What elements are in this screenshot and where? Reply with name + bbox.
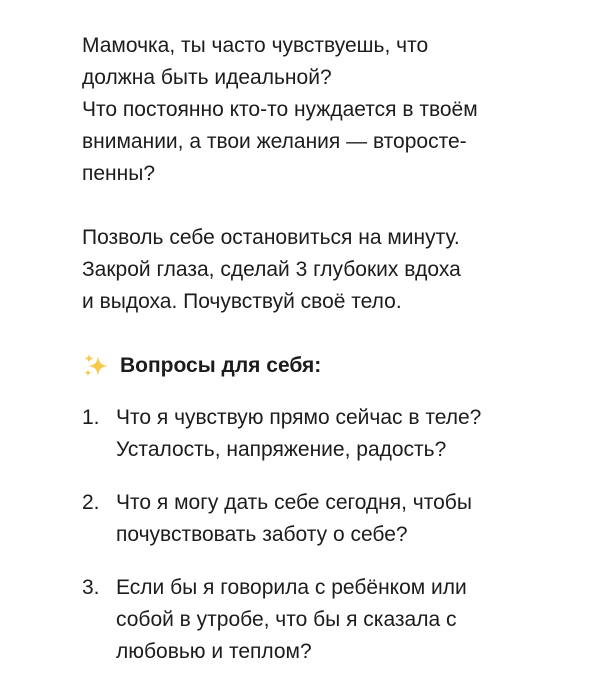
list-item-number: 1. <box>82 406 100 429</box>
question-line: Что я могу дать себе сегодня, чтобы <box>116 491 472 514</box>
list-item <box>82 402 582 466</box>
list-item <box>82 572 582 668</box>
pause-line: Позволь себе остановиться на минуту. <box>82 226 460 249</box>
sparkles-icon <box>82 352 110 380</box>
intro-line: внимании, а твои желания — второсте- <box>82 130 467 153</box>
question-line: Если бы я говорила с ребёнком или <box>116 576 467 599</box>
question-line: собой в утробе, что бы я сказала с <box>116 608 457 631</box>
intro-paragraph <box>82 30 582 190</box>
list-item-number: 2. <box>82 491 100 514</box>
intro-line: Мамочка, ты часто чувствуешь, что <box>82 34 429 57</box>
intro-line: Что постоянно кто-то нуждается в твоём <box>82 98 478 121</box>
section-title: Вопросы для себя: <box>120 354 322 377</box>
list-item <box>82 487 582 551</box>
pause-line: Закрой глаза, сделай 3 глубоких вдоха <box>82 258 461 281</box>
question-line: Усталость, напряжение, радость? <box>116 438 447 461</box>
message-body <box>82 30 582 689</box>
list-item-text <box>116 487 472 551</box>
pause-paragraph <box>82 222 582 318</box>
list-item-text <box>116 572 467 668</box>
list-item-number: 3. <box>82 576 100 599</box>
question-line: почувствовать заботу о себе? <box>116 523 408 546</box>
list-item-text <box>116 402 481 466</box>
question-line: любовью и теплом? <box>116 640 312 663</box>
questions-list <box>82 402 582 668</box>
pause-line: и выдоха. Почувствуй своё тело. <box>82 290 402 313</box>
intro-line: пенны? <box>82 162 156 185</box>
question-line: Что я чувствую прямо сейчас в теле? <box>116 406 482 429</box>
intro-line: должна быть идеальной? <box>82 66 332 89</box>
section-heading <box>82 350 582 382</box>
